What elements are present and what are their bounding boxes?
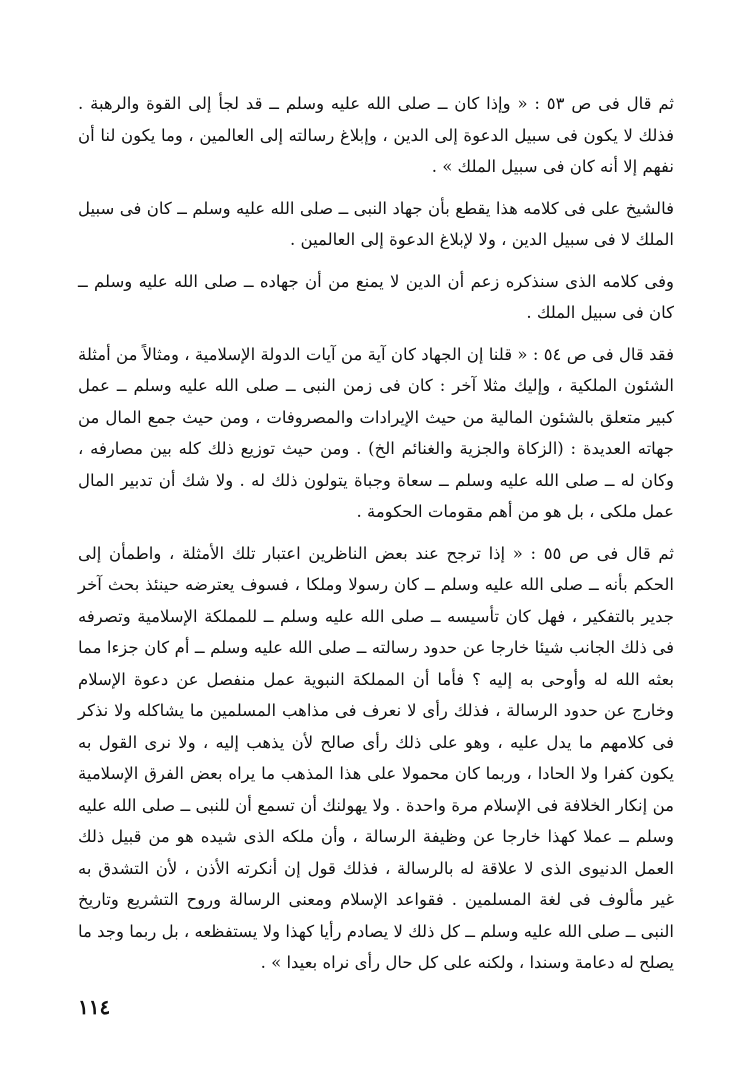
paragraph-3: وفى كلامه الذى سنذكره زعم أن الدين لا يمنع من أن جهاده ــ صلى الله عليه وسلم ــ كان فى سبيل الملك . [78,271,674,322]
page-number: ١١٤ [78,995,111,1019]
paragraph-5: ثم قال فى ص ٥٥ : « إذا ترجح عند بعض الناظرين اعتبار تلك الأمثلة ، واطمأن إلى الحكم بأنه ــ صلى الله عليه وسلم ــ كان رسولا وملكا ، فسوف يعترضه حينئذ بحث آخر جدير بالتفكير ، فهل كان تأسيسه ــ صلى الله عليه وسلم ــ للمملكة الإسلامية وتصرفه فى ذلك الجانب شيئا خارجا عن حدود رسالته ــ صلى الله عليه وسلم ــ أم كان جزءا مما بعثه الله له وأوحى به إليه ؟ فأما أن المملكة النبوية عمل منفصل عن دعوة الإسلام وخارج عن حدود الرسالة ، فذلك رأى لا نعرف فى مذاهب المسلمين ما يشاكله ولا نذكر فى كلامهم ما يدل عليه ، وهو على ذلك رأى صالح لأن يذهب إليه ، ولا نرى القول به يكون كفرا ولا الحادا ، وربما كان محمولا على هذا المذهب ما يراه بعض الفرق الإسلامية من إنكار الخلافة فى الإسلام مرة واحدة . ولا يهولنك أن تسمع أن للنبى ــ صلى الله عليه وسلم ــ عملا كهذا خارجا عن وظيفة الرسالة ، وأن ملكه الذى شيده هو من قبيل ذلك العمل الدنيوى الذى لا علاقة له بالرسالة ، فذلك قول إن أنكرته الأذن ، لأن التشدق به غير مألوف فى لغة المسلمين . فقواعد الإسلام ومعنى الرسالة وروح التشريع وتاريخ النبى ــ صلى الله عليه وسلم ــ كل ذلك لا يصادم رأيا كهذا ولا يستفظعه ، بل ربما وجد ما يصلح له دعامة وسندا ، ولكنه على كل حال رأى نراه بعيدا » . [78,543,675,972]
paragraph-4: فقد قال فى ص ٥٤ : « قلنا إن الجهاد كان آية من آيات الدولة الإسلامية ، ومثالاً من أمثلة الشئون الملكية ، وإليك مثلا آخر : كان فى زمن النبى ــ صلى الله عليه وسلم ــ عمل كبير متعلق بالشئون المالية من حيث الإيرادات والمصروفات ، ومن حيث جمع المال من جهاته العديدة : (الزكاة والجزية والغنائم الخ) . ومن حيث توزيع ذلك كله بين مصارفه ، وكان له ــ صلى الله عليه وسلم ــ سعاة وجباة يتولون ذلك له . ولا شك أن تدبير المال عمل ملكى ، بل هو من أهم مقومات الحكومة . [78,344,674,521]
page-body [78,88,674,979]
paragraph-1: ثم قال فى ص ٥٣ : « وإذا كان ــ صلى الله عليه وسلم ــ قد لجأ إلى القوة والرهبة . فذلك لا يكون فى سبيل الدعوة إلى الدين ، وإبلاغ رسالته إلى العالمين ، وما يكون لنا أن نفهم إلا أنه كان فى سبيل الملك » . [78,94,674,176]
paragraph-2: فالشيخ على فى كلامه هذا يقطع بأن جهاد النبى ــ صلى الله عليه وسلم ــ كان فى سبيل الملك لا فى سبيل الدين ، ولا لإبلاغ الدعوة إلى العالمين . [78,198,674,249]
